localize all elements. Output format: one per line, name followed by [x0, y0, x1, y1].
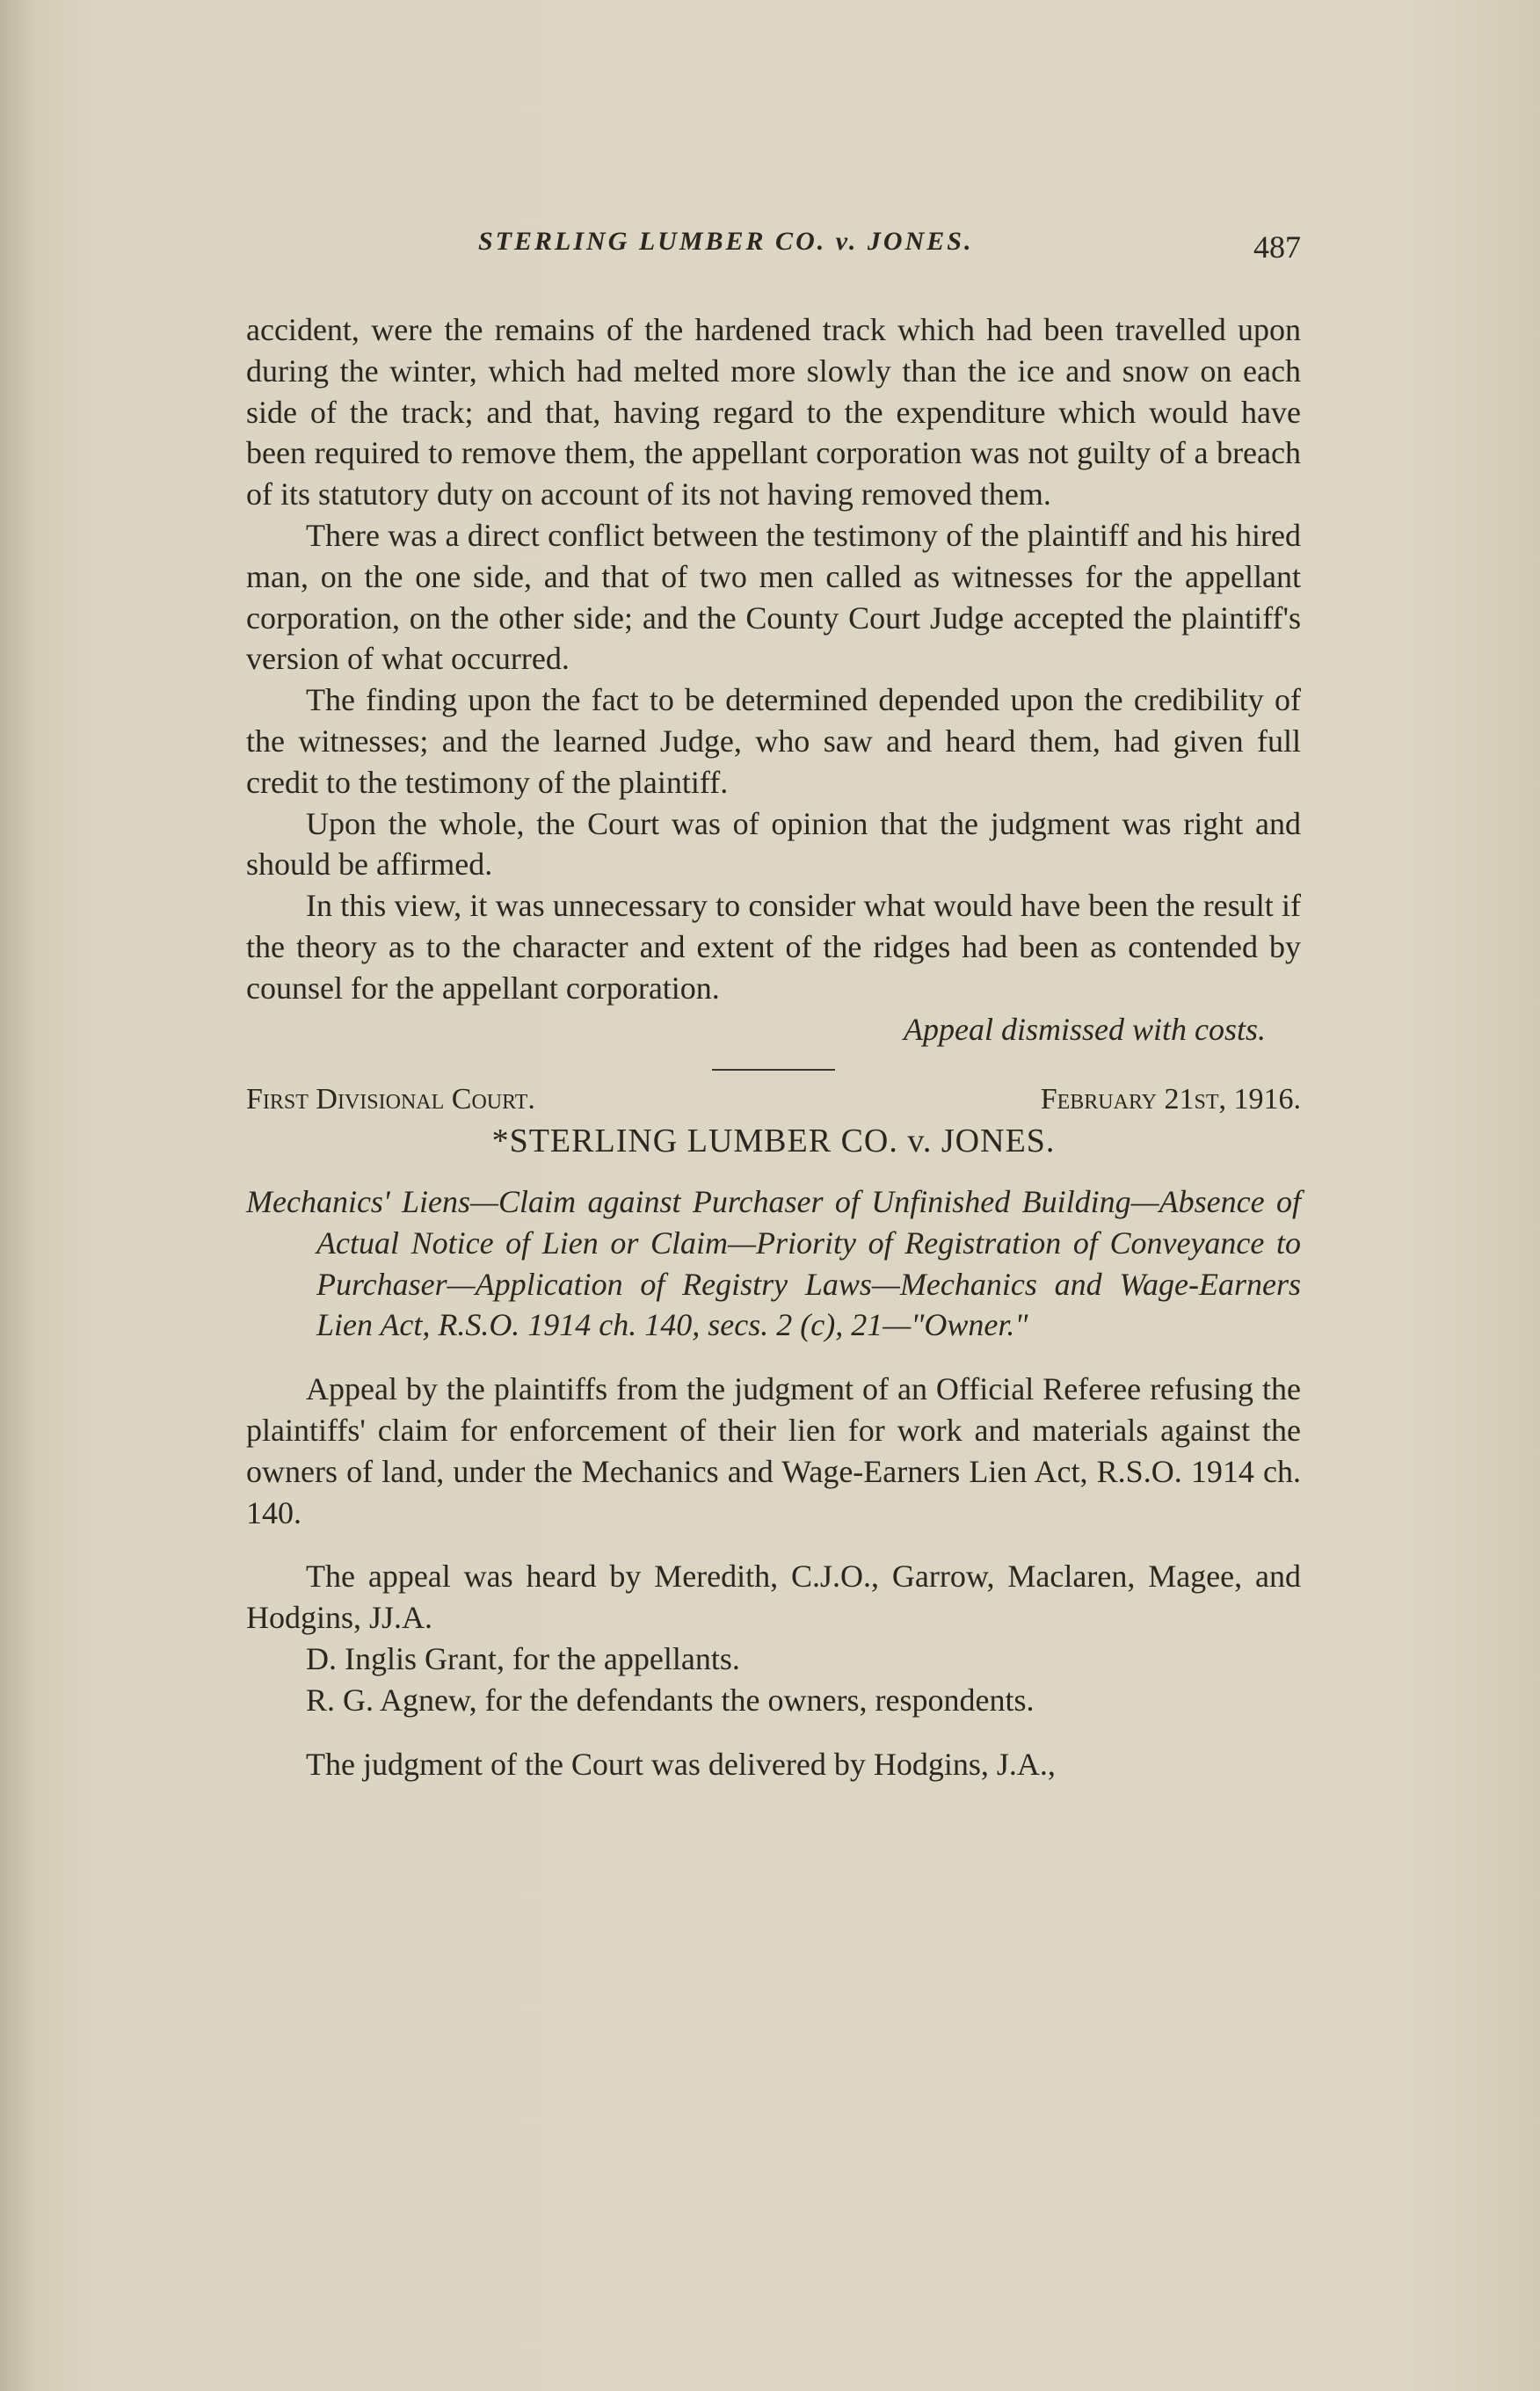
spacer [246, 1533, 1301, 1556]
section-divider [712, 1069, 835, 1071]
court-name: First Divisional Court. [246, 1083, 535, 1116]
case-date: February 21st, 1916. [1040, 1083, 1301, 1116]
paragraph-conflict: There was a direct conflict between the testimony of the plaintiff and his hired man, on the one side, and that of two men called as witnesses for the appellant corporation, on the other side; and the County Court Judge accepted the plaintiff's version of what occurred. [246, 517, 1301, 677]
paragraph-continuation: accident, were the remains of the hardened track which had been travelled upon during the winter, which had melted more slowly than the ice and snow on each side of the track; and that, having regard to the expenditure which would have been required to remove them, the appellant corporation was not guilty of a breach of its statutory duty on account of its not having removed them. [246, 312, 1301, 512]
counsel-respondents: R. G. Agnew, for the defendants the owners, respondents. [306, 1682, 1035, 1718]
paragraph-opinion: Upon the whole, the Court was of opinion that the judgment was right and should be affirmed. [246, 805, 1301, 883]
appeal-summary: Appeal by the plaintiffs from the judgment of an Official Referee refusing the plaintiffs' claim for enforcement of their lien for work and materials against the owners of land, under the Mechanics and Wage-Earners Lien Act, R.S.O. 1914 ch. 140. [246, 1371, 1301, 1530]
page-header [246, 227, 1301, 271]
bench: The appeal was heard by Meredith, C.J.O., Garrow, Maclaren, Magee, and Hodgins, JJ.A. [246, 1559, 1301, 1636]
judgment-delivery: The judgment of the Court was delivered by Hodgins, J.A., [306, 1746, 1056, 1782]
spacer [246, 1346, 1301, 1369]
page-number: 487 [1253, 229, 1301, 265]
running-head: STERLING LUMBER CO. v. JONES. [478, 227, 974, 256]
case-title: *STERLING LUMBER CO. v. JONES. [491, 1123, 1056, 1160]
spacer [246, 1721, 1301, 1744]
headnote: Mechanics' Liens—Claim against Purchaser of Unfinished Building—Absence of Actual Notice of Lien or Claim—Priority of Registration of Conveyance to Purchaser—Application of Registry Laws—Mechanics and Wage-Earners Lien Act, R.S.O. 1914 ch. 140, secs. 2 (c), 21—"Owner." [246, 1183, 1301, 1343]
paragraph-view: In this view, it was unnecessary to consider what would have been the result if the theory as to the character and extent of the ridges had been as contended by counsel for the appellant corporation. [246, 888, 1301, 1006]
page-body [246, 309, 1301, 1784]
disposition: Appeal dismissed with costs. [904, 1011, 1266, 1047]
counsel-appellants: D. Inglis Grant, for the appellants. [306, 1640, 740, 1676]
court-date-line [246, 1079, 1301, 1121]
paragraph-finding: The finding upon the fact to be determined depended upon the credibility of the witnesses; and the learned Judge, who saw and heard them, had given full credit to the testimony of the plaintiff. [246, 682, 1301, 800]
